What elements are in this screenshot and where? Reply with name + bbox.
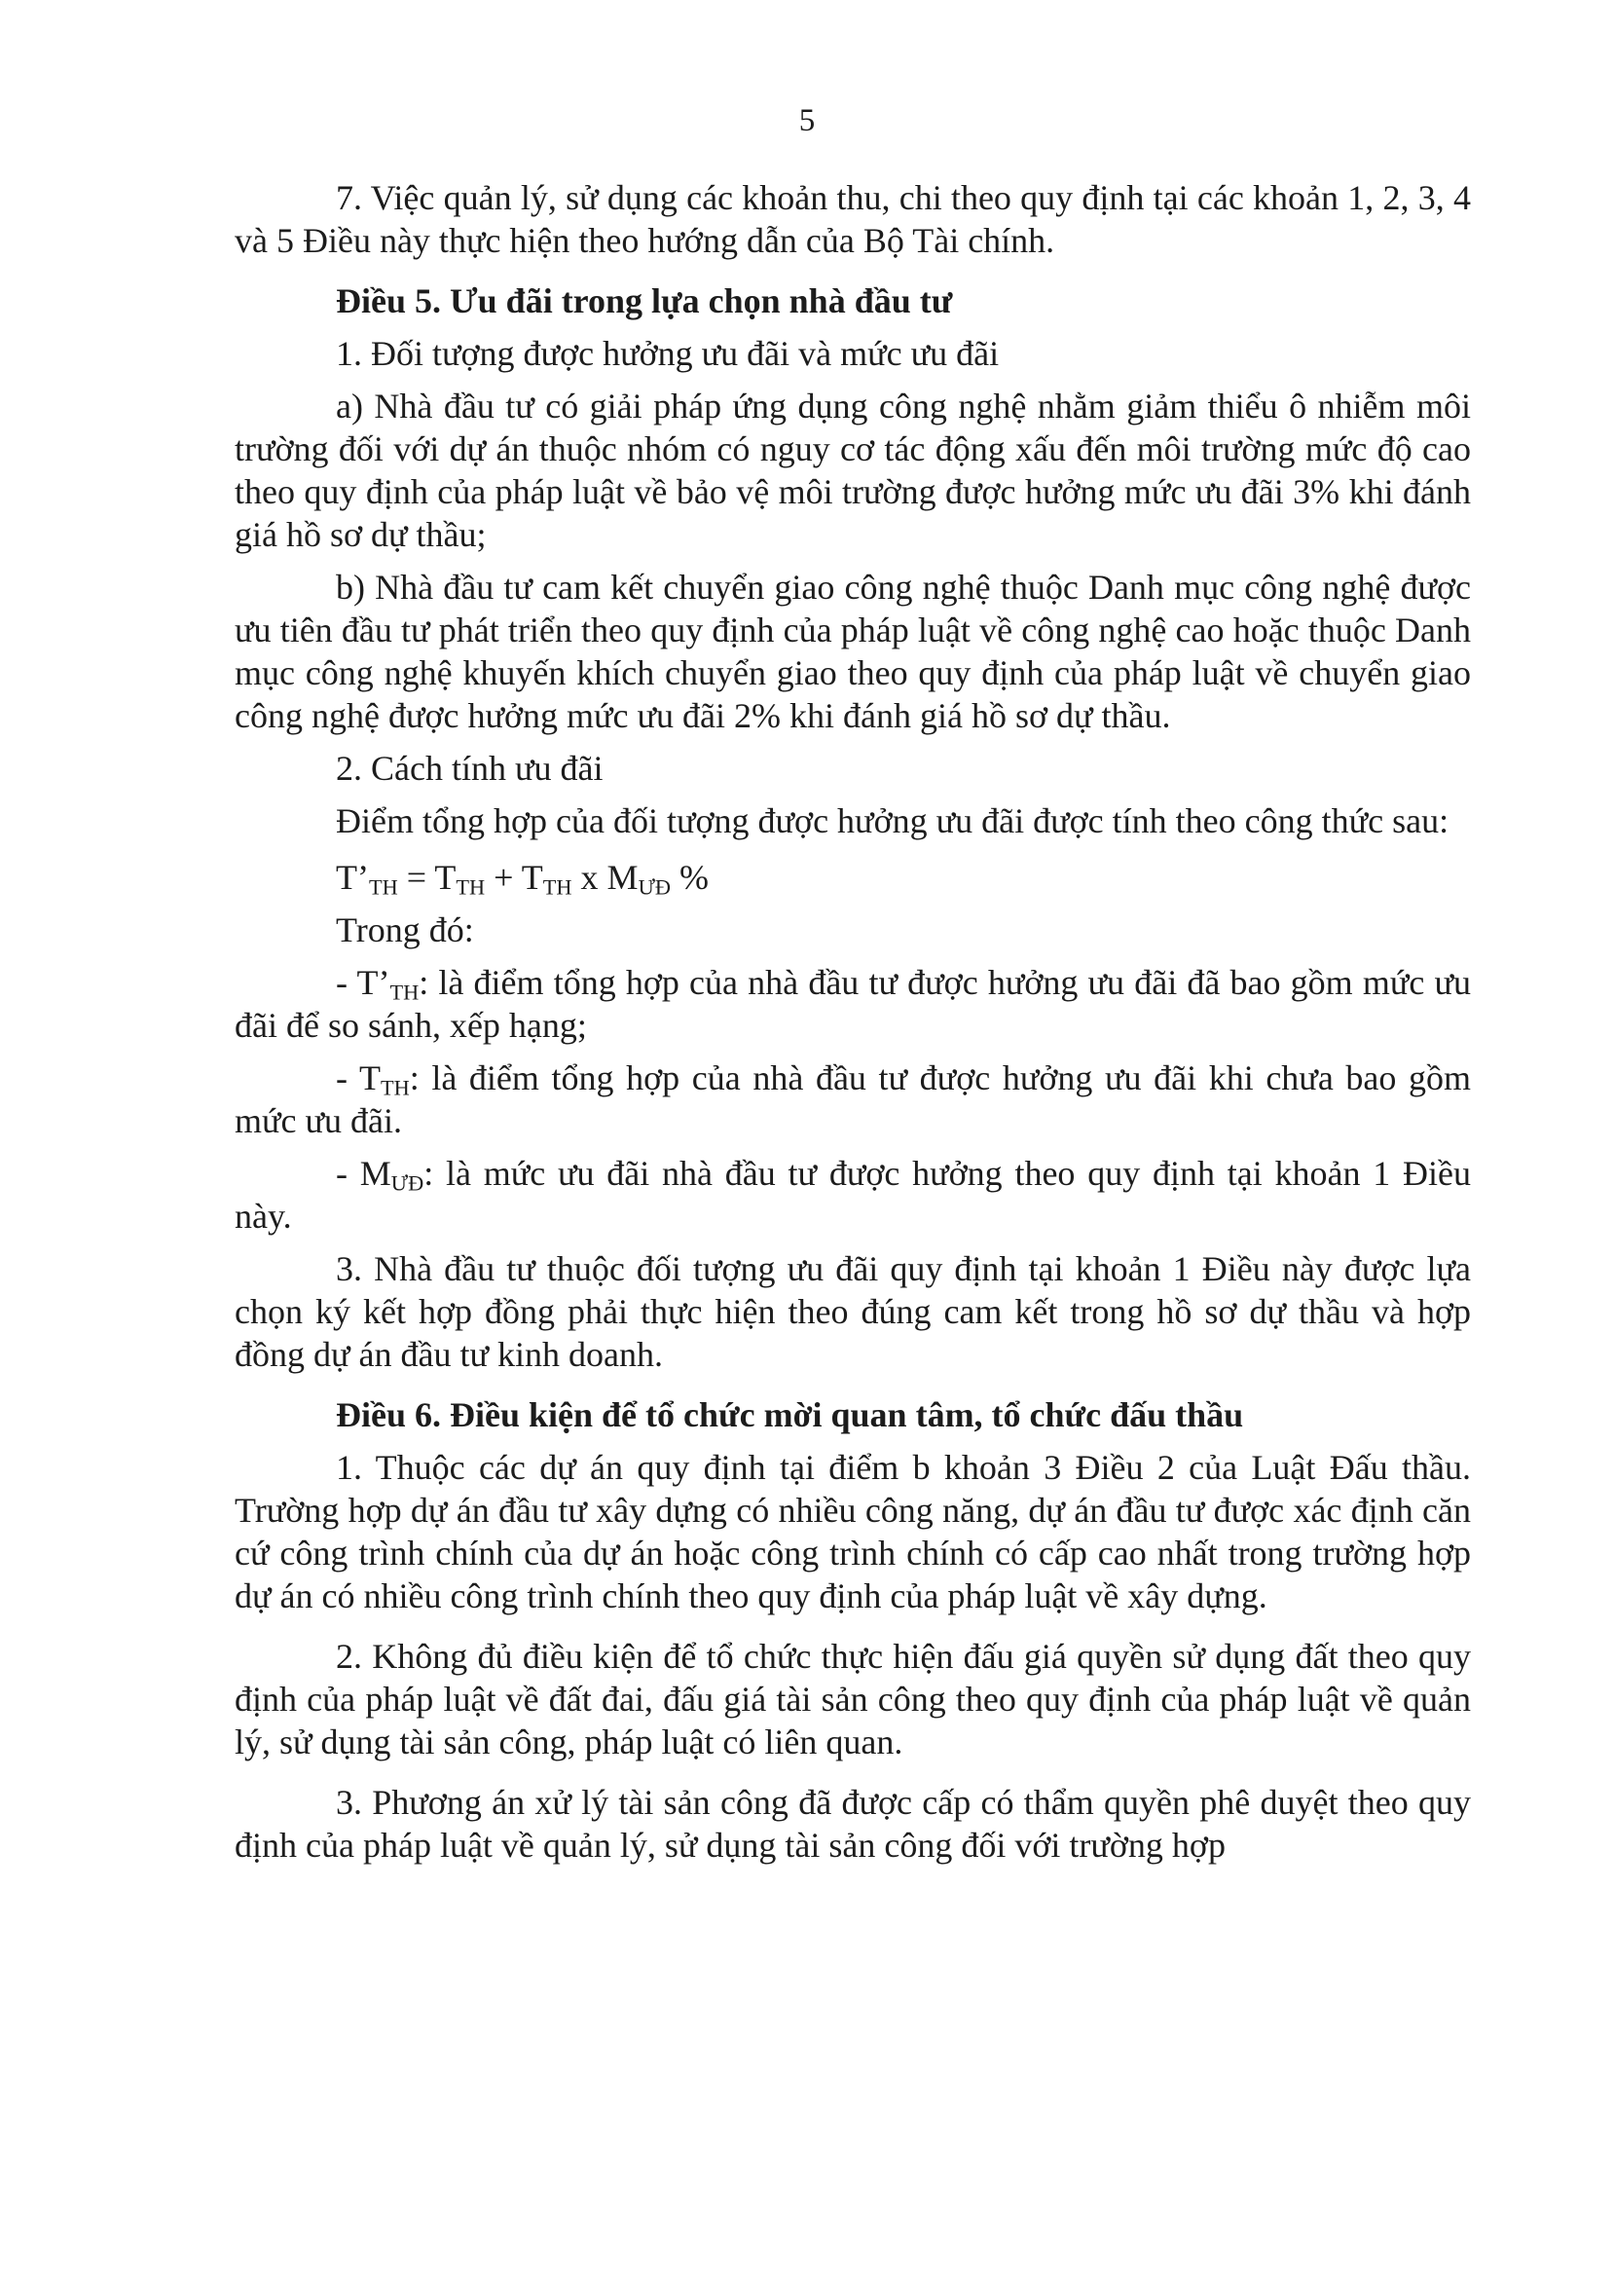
article-6-clause-2: 2. Không đủ điều kiện để tổ chức thực hiện đấu giá quyền sử dụng đất theo quy định của pháp luật về đất đai, đấu giá tài sản công theo quy định của pháp luật về quản lý, sử dụng tài sản công, pháp luật có liên quan.: [235, 1637, 1471, 1761]
formula-t-2: T: [521, 858, 543, 897]
article-6-clause-1: 1. Thuộc các dự án quy định tại điểm b khoản 3 Điều 2 của Luật Đấu thầu. Trường hợp dự án đầu tư xây dựng có nhiều công năng, dự án đầu tư được xác định căn cứ công trình chính của dự án hoặc công trình chính có cấp cao nhất trong trường hợp dự án có nhiều công trình chính theo quy định của pháp luật về xây dựng.: [235, 1448, 1471, 1615]
formula-t-1: T: [434, 858, 457, 897]
article-5-clause-2-intro: Điểm tổng hợp của đối tượng được hưởng ưu đãi được tính theo công thức sau:: [336, 801, 1449, 840]
definition-t-prime-sub: TH: [389, 980, 420, 1005]
article-5-heading: Điều 5. Ưu đãi trong lựa chọn nhà đầu tư: [336, 281, 953, 320]
formula-sub-th-2: TH: [456, 874, 486, 900]
preference-formula: [235, 856, 1471, 899]
formula-t-prime: T’: [336, 858, 369, 897]
article-5-clause-1-point-b: b) Nhà đầu tư cam kết chuyển giao công nghệ thuộc Danh mục công nghệ được ưu tiên đầu tư phát triển theo quy định của pháp luật về công nghệ cao hoặc thuộc Danh mục công nghệ khuyến khích chuyển giao theo quy định của pháp luật về chuyển giao công nghệ được hưởng mức ưu đãi 2% khi đánh giá hồ sơ dự thầu.: [235, 568, 1471, 735]
trong-do-label: Trong đó:: [336, 910, 474, 949]
formula-sub-th-1: TH: [368, 874, 398, 900]
formula-sub-th-3: TH: [542, 874, 572, 900]
definition-t: [235, 1056, 1471, 1142]
definition-t-prime-text: : là điểm tổng hợp của nhà đầu tư được hưởng ưu đãi đã bao gồm mức ưu đãi để so sánh, xếp hạng;: [235, 963, 1471, 1045]
document-body: [235, 176, 1471, 1867]
definition-t-text: : là điểm tổng hợp của nhà đầu tư được hưởng ưu đãi khi chưa bao gồm mức ưu đãi.: [235, 1058, 1472, 1140]
definition-t-symbol: - T: [336, 1058, 381, 1097]
definition-m-text: : là mức ưu đãi nhà đầu tư được hưởng theo quy định tại khoản 1 Điều này.: [235, 1154, 1472, 1236]
formula-sub-ud: ƯĐ: [638, 874, 671, 900]
definition-m-sub: ƯĐ: [390, 1170, 424, 1196]
formula-equals: =: [397, 858, 435, 897]
paragraph-khoan-7: 7. Việc quản lý, sử dụng các khoản thu, chi theo quy định tại các khoản 1, 2, 3, 4 và 5 Điều này thực hiện theo hướng dẫn của Bộ Tài chính.: [235, 178, 1471, 260]
definition-t-sub: TH: [380, 1075, 410, 1100]
formula-plus: +: [485, 858, 522, 897]
article-5-clause-1-point-a: a) Nhà đầu tư có giải pháp ứng dụng công nghệ nhằm giảm thiểu ô nhiễm môi trường đối với dự án thuộc nhóm có nguy cơ tác động xấu đến môi trường mức độ cao theo quy định của pháp luật về bảo vệ môi trường được hưởng mức ưu đãi 3% khi đánh giá hồ sơ dự thầu;: [235, 387, 1471, 554]
definition-t-prime: [235, 961, 1471, 1047]
article-6-clause-3: 3. Phương án xử lý tài sản công đã được cấp có thẩm quyền phê duyệt theo quy định của pháp luật về quản lý, sử dụng tài sản công đối với trường hợp: [235, 1783, 1471, 1865]
definition-m-symbol: - M: [336, 1154, 391, 1193]
definition-t-prime-symbol: - T’: [336, 963, 390, 1002]
article-6-heading: Điều 6. Điều kiện để tổ chức mời quan tâm, tổ chức đấu thầu: [336, 1395, 1244, 1434]
page-number: 5: [798, 103, 816, 138]
article-5-clause-2: 2. Cách tính ưu đãi: [336, 749, 604, 788]
formula-times: x: [571, 858, 607, 897]
definition-m: [235, 1152, 1471, 1238]
article-5-clause-3: 3. Nhà đầu tư thuộc đối tượng ưu đãi quy định tại khoản 1 Điều này được lựa chọn ký kết hợp đồng phải thực hiện theo đúng cam kết trong hồ sơ dự thầu và hợp đồng dự án đầu tư kinh doanh.: [235, 1249, 1471, 1374]
formula-m: M: [606, 858, 639, 897]
article-5-clause-1: 1. Đối tượng được hưởng ưu đãi và mức ưu đãi: [336, 334, 1000, 373]
formula-percent: %: [671, 858, 709, 897]
